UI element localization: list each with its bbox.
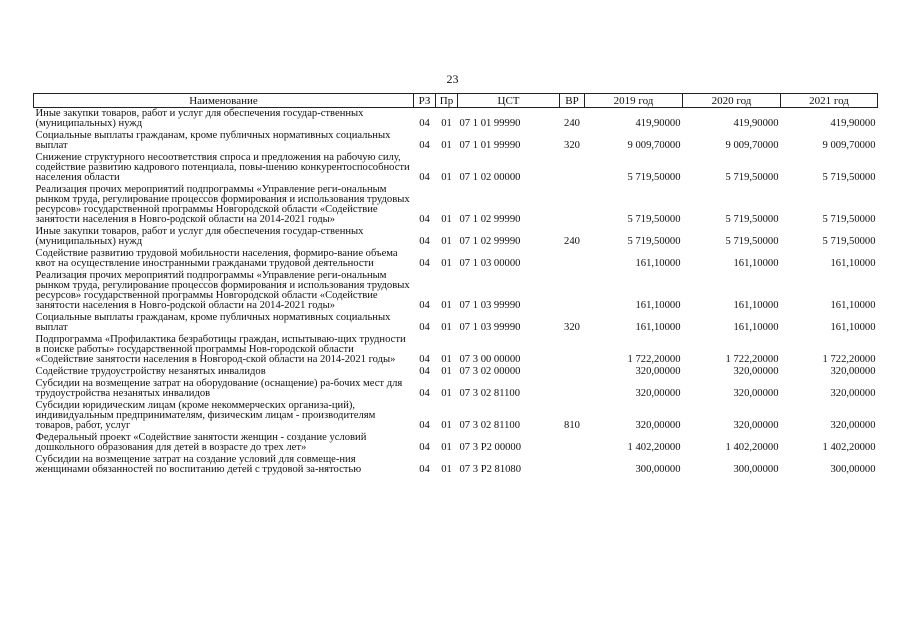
row-name: Иные закупки товаров, работ и услуг для обеспечения государ-ственных (муниципальных) нужд [35, 108, 364, 129]
row-cst: 07 1 03 99990 [459, 322, 521, 333]
row-value-2021: 5 719,50000 [822, 236, 876, 247]
row-value-2020: 9 009,70000 [725, 140, 779, 151]
row-value-2019: 320,00000 [635, 366, 681, 377]
table-row [34, 152, 878, 184]
row-value-2021: 419,90000 [830, 118, 876, 129]
table-row [34, 130, 878, 152]
header-vr: ВР [560, 94, 585, 108]
row-pr: 01 [441, 366, 452, 377]
row-value-2021: 161,10000 [830, 322, 876, 333]
row-value-2020: 320,00000 [733, 420, 779, 431]
row-value-2021: 1 722,20000 [822, 354, 876, 365]
row-value-2020: 320,00000 [733, 388, 779, 399]
row-name: Социальные выплаты гражданам, кроме публичных нормативных социальных выплат [35, 130, 391, 151]
row-vr [560, 270, 585, 312]
row-pr: 01 [441, 236, 452, 247]
table-row [34, 108, 878, 131]
header-rz: РЗ [414, 94, 436, 108]
row-vr [560, 432, 585, 454]
row-pr: 01 [441, 322, 452, 333]
row-value-2019: 5 719,50000 [627, 214, 681, 225]
header-2019: 2019 год [585, 94, 683, 108]
row-value-2021: 5 719,50000 [822, 172, 876, 183]
row-rz: 04 [419, 300, 430, 311]
row-vr [560, 366, 585, 378]
row-rz: 04 [419, 420, 430, 431]
table-row [34, 366, 878, 378]
table-row [34, 312, 878, 334]
row-value-2019: 1 402,20000 [627, 442, 681, 453]
row-rz: 04 [419, 388, 430, 399]
row-pr: 01 [441, 258, 452, 269]
row-pr: 01 [441, 300, 452, 311]
row-rz: 04 [419, 236, 430, 247]
row-vr [560, 184, 585, 226]
row-value-2021: 320,00000 [830, 366, 876, 377]
header-2021: 2021 год [781, 94, 878, 108]
row-rz: 04 [419, 366, 430, 377]
row-name: Подпрограмма «Профилактика безработицы граждан, испытываю-щих трудности в поиске работы» государственной программы Нов-городской области «Содействие занятости населения в Новгород-ской области на 2014-2021 годы» [35, 334, 406, 365]
row-value-2021: 5 719,50000 [822, 214, 876, 225]
row-cst: 07 1 02 99990 [459, 236, 521, 247]
table-row [34, 184, 878, 226]
header-2020: 2020 год [683, 94, 781, 108]
row-value-2019: 300,00000 [635, 464, 681, 475]
row-rz: 04 [419, 172, 430, 183]
row-value-2019: 320,00000 [635, 420, 681, 431]
table-row [34, 454, 878, 476]
table-row [34, 270, 878, 312]
row-cst: 07 3 P2 81080 [459, 464, 522, 475]
row-name: Реализация прочих мероприятий подпрограммы «Управление реги-ональным рынком труда, регулирование процессов формирования и использования трудовых ресурсов» государственной программы Новгородской области «Содействие занятости населения в Новго-родской области на 2014-2021 годы» [35, 184, 410, 225]
row-name: Иные закупки товаров, работ и услуг для обеспечения государ-ственных (муниципальных) нужд [35, 226, 364, 247]
row-cst: 07 3 00 00000 [459, 354, 521, 365]
row-cst: 07 3 02 81100 [459, 388, 521, 399]
row-rz: 04 [419, 258, 430, 269]
row-vr [560, 152, 585, 184]
table-row [34, 226, 878, 248]
row-vr: 320 [564, 322, 580, 333]
row-value-2020: 5 719,50000 [725, 236, 779, 247]
row-value-2021: 161,10000 [830, 258, 876, 269]
table-header-row [34, 94, 878, 108]
row-cst: 07 3 02 81100 [459, 420, 521, 431]
row-rz: 04 [419, 118, 430, 129]
row-value-2020: 300,00000 [733, 464, 779, 475]
row-name: Социальные выплаты гражданам, кроме публичных нормативных социальных выплат [35, 312, 391, 333]
row-name: Субсидии на возмещение затрат на оборудование (оснащение) ра-бочих мест для трудоустройства незанятых инвалидов [35, 378, 403, 399]
table-row [34, 378, 878, 400]
row-cst: 07 1 03 00000 [459, 258, 521, 269]
row-cst: 07 1 02 00000 [459, 172, 521, 183]
table-row [34, 248, 878, 270]
row-rz: 04 [419, 354, 430, 365]
row-value-2019: 161,10000 [635, 300, 681, 311]
row-vr [560, 334, 585, 366]
row-cst: 07 1 01 99990 [459, 140, 521, 151]
row-rz: 04 [419, 140, 430, 151]
row-cst: 07 3 02 00000 [459, 366, 521, 377]
row-pr: 01 [441, 214, 452, 225]
row-name: Субсидии на возмещение затрат на создание условий для совмеще-ния женщинами обязанностей по воспитанию детей с трудовой за-нятостью [35, 454, 362, 475]
row-pr: 01 [441, 354, 452, 365]
row-vr: 810 [564, 420, 580, 431]
row-value-2020: 161,10000 [733, 322, 779, 333]
row-pr: 01 [441, 172, 452, 183]
header-pr: Пр [436, 94, 458, 108]
row-vr: 240 [564, 236, 580, 247]
row-pr: 01 [441, 420, 452, 431]
row-value-2019: 5 719,50000 [627, 172, 681, 183]
row-pr: 01 [441, 140, 452, 151]
row-cst: 07 1 03 99990 [459, 300, 521, 311]
row-vr [560, 378, 585, 400]
row-value-2020: 419,90000 [733, 118, 779, 129]
row-vr [560, 248, 585, 270]
row-rz: 04 [419, 442, 430, 453]
row-value-2021: 320,00000 [830, 388, 876, 399]
row-name: Снижение структурного несоответствия спроса и предложения на рабочую силу, содействие развитию кадрового потенциала, повы-шению конкурентоспособности населения области [35, 152, 410, 183]
header-name: Наименование [34, 94, 414, 108]
row-pr: 01 [441, 388, 452, 399]
row-name: Реализация прочих мероприятий подпрограммы «Управление реги-ональным рынком труда, регулирование процессов формирования и использования трудовых ресурсов» государственной программы Новгородской области «Содействие занятости населения в Новго-родской области на 2014-2021 годы» [35, 270, 410, 311]
row-rz: 04 [419, 464, 430, 475]
row-name: Содействие трудоустройству незанятых инвалидов [35, 366, 266, 377]
page-number: 23 [446, 72, 459, 86]
row-value-2021: 300,00000 [830, 464, 876, 475]
budget-table [33, 93, 878, 476]
row-pr: 01 [441, 118, 452, 129]
row-value-2020: 320,00000 [733, 366, 779, 377]
row-value-2020: 5 719,50000 [725, 214, 779, 225]
row-pr: 01 [441, 464, 452, 475]
row-value-2019: 5 719,50000 [627, 236, 681, 247]
row-value-2019: 161,10000 [635, 322, 681, 333]
row-cst: 07 3 P2 00000 [459, 442, 522, 453]
row-cst: 07 1 01 99990 [459, 118, 521, 129]
row-rz: 04 [419, 214, 430, 225]
row-value-2019: 1 722,20000 [627, 354, 681, 365]
row-vr: 320 [564, 140, 580, 151]
row-pr: 01 [441, 442, 452, 453]
row-value-2019: 419,90000 [635, 118, 681, 129]
row-value-2019: 320,00000 [635, 388, 681, 399]
row-value-2020: 5 719,50000 [725, 172, 779, 183]
row-vr [560, 454, 585, 476]
row-value-2021: 161,10000 [830, 300, 876, 311]
row-value-2021: 1 402,20000 [822, 442, 876, 453]
row-value-2020: 1 722,20000 [725, 354, 779, 365]
row-vr: 240 [564, 118, 580, 129]
row-name: Содействие развитию трудовой мобильности населения, формиро-вание объема квот на осуществление иностранными гражданами трудовой деятельности [35, 248, 398, 269]
row-rz: 04 [419, 322, 430, 333]
row-value-2019: 161,10000 [635, 258, 681, 269]
row-name: Субсидии юридическим лицам (кроме некоммерческих организа-ций), индивидуальным предпринимателям, физическим лицам - производителям товаров, работ, услуг [35, 400, 376, 431]
row-value-2019: 9 009,70000 [627, 140, 681, 151]
row-value-2021: 320,00000 [830, 420, 876, 431]
table-row [34, 334, 878, 366]
row-cst: 07 1 02 99990 [459, 214, 521, 225]
table-body [34, 108, 878, 477]
table-row [34, 400, 878, 432]
row-value-2021: 9 009,70000 [822, 140, 876, 151]
row-value-2020: 161,10000 [733, 300, 779, 311]
row-value-2020: 161,10000 [733, 258, 779, 269]
table-row [34, 432, 878, 454]
header-cst: ЦСТ [458, 94, 560, 108]
row-value-2020: 1 402,20000 [725, 442, 779, 453]
row-name: Федеральный проект «Содействие занятости женщин - создание условий дошкольного образования для детей в возрасте до трех лет» [35, 432, 367, 453]
